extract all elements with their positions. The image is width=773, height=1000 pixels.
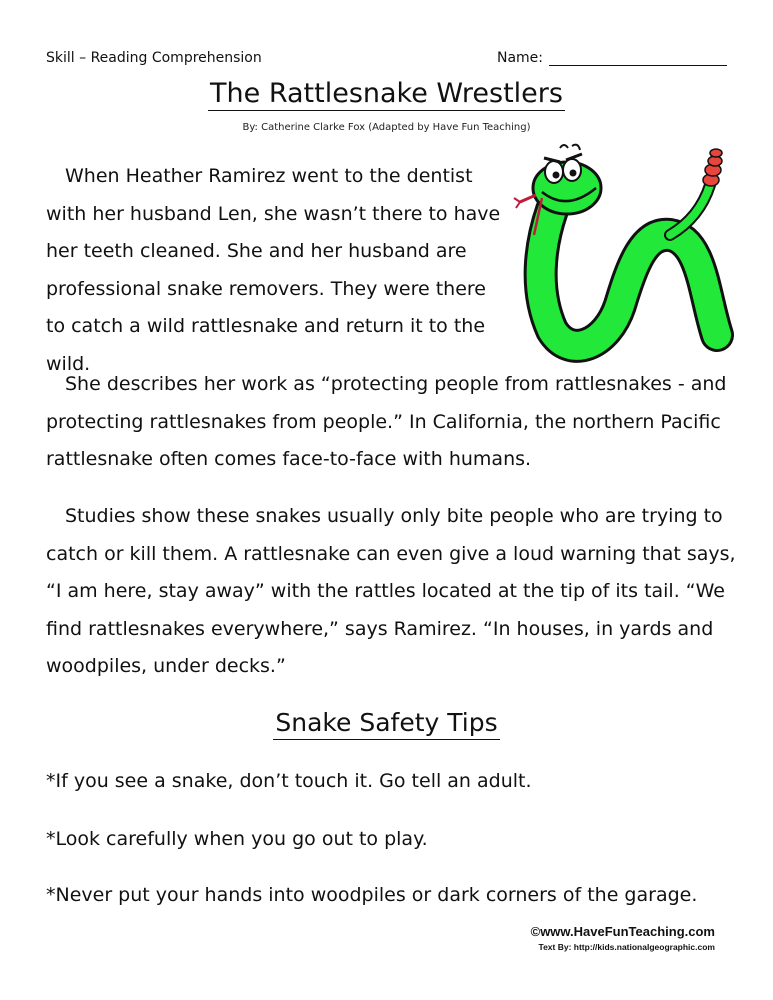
safety-tip-3: *Never put your hands into woodpiles or dark corners of the garage. bbox=[46, 884, 698, 906]
paragraph-2: She describes her work as “protecting people from rattlesnakes - and protecting rattlesnakes from people.” In California, the northern Pacific rattlesnake often comes face-to-face with humans. bbox=[46, 373, 727, 470]
name-field bbox=[497, 50, 727, 66]
rattlesnake-illustration-icon bbox=[512, 140, 737, 365]
safety-tip-2: *Look carefully when you go out to play. bbox=[46, 828, 428, 850]
page-title-text: The Rattlesnake Wrestlers bbox=[210, 78, 563, 109]
name-label: Name: bbox=[496, 50, 543, 66]
safety-tip-1: *If you see a snake, don’t touch it. Go tell an adult. bbox=[46, 770, 532, 792]
safety-heading-text: Snake Safety Tips bbox=[273, 708, 499, 740]
page-title bbox=[0, 78, 773, 109]
skill-label: Skill – Reading Comprehension bbox=[46, 50, 262, 66]
paragraph-1: When Heather Ramirez went to the dentist with her husband Len, she wasn’t there to have her teeth cleaned. She and her husband are professional snake removers. They were there to catch a wild rattlesnake and return it to the wild. bbox=[46, 165, 501, 375]
byline: By: Catherine Clarke Fox (Adapted by Have Fun Teaching) bbox=[242, 122, 531, 133]
paragraph-3: Studies show these snakes usually only bite people who are trying to catch or kill them. A rattlesnake can even give a loud warning that says, “I am here, stay away” with the rattles located at the tip of its tail. “We find rattlesnakes everywhere,” says Ramirez. “In houses, in yards and woodpiles, under decks.” bbox=[46, 505, 736, 677]
source-credit: Text By: http://kids.nationalgeographic.com bbox=[538, 942, 715, 952]
header-line bbox=[46, 50, 727, 70]
safety-heading bbox=[0, 708, 773, 737]
copyright-text: ©www.HaveFunTeaching.com bbox=[530, 924, 715, 939]
name-blank-line bbox=[549, 51, 727, 66]
